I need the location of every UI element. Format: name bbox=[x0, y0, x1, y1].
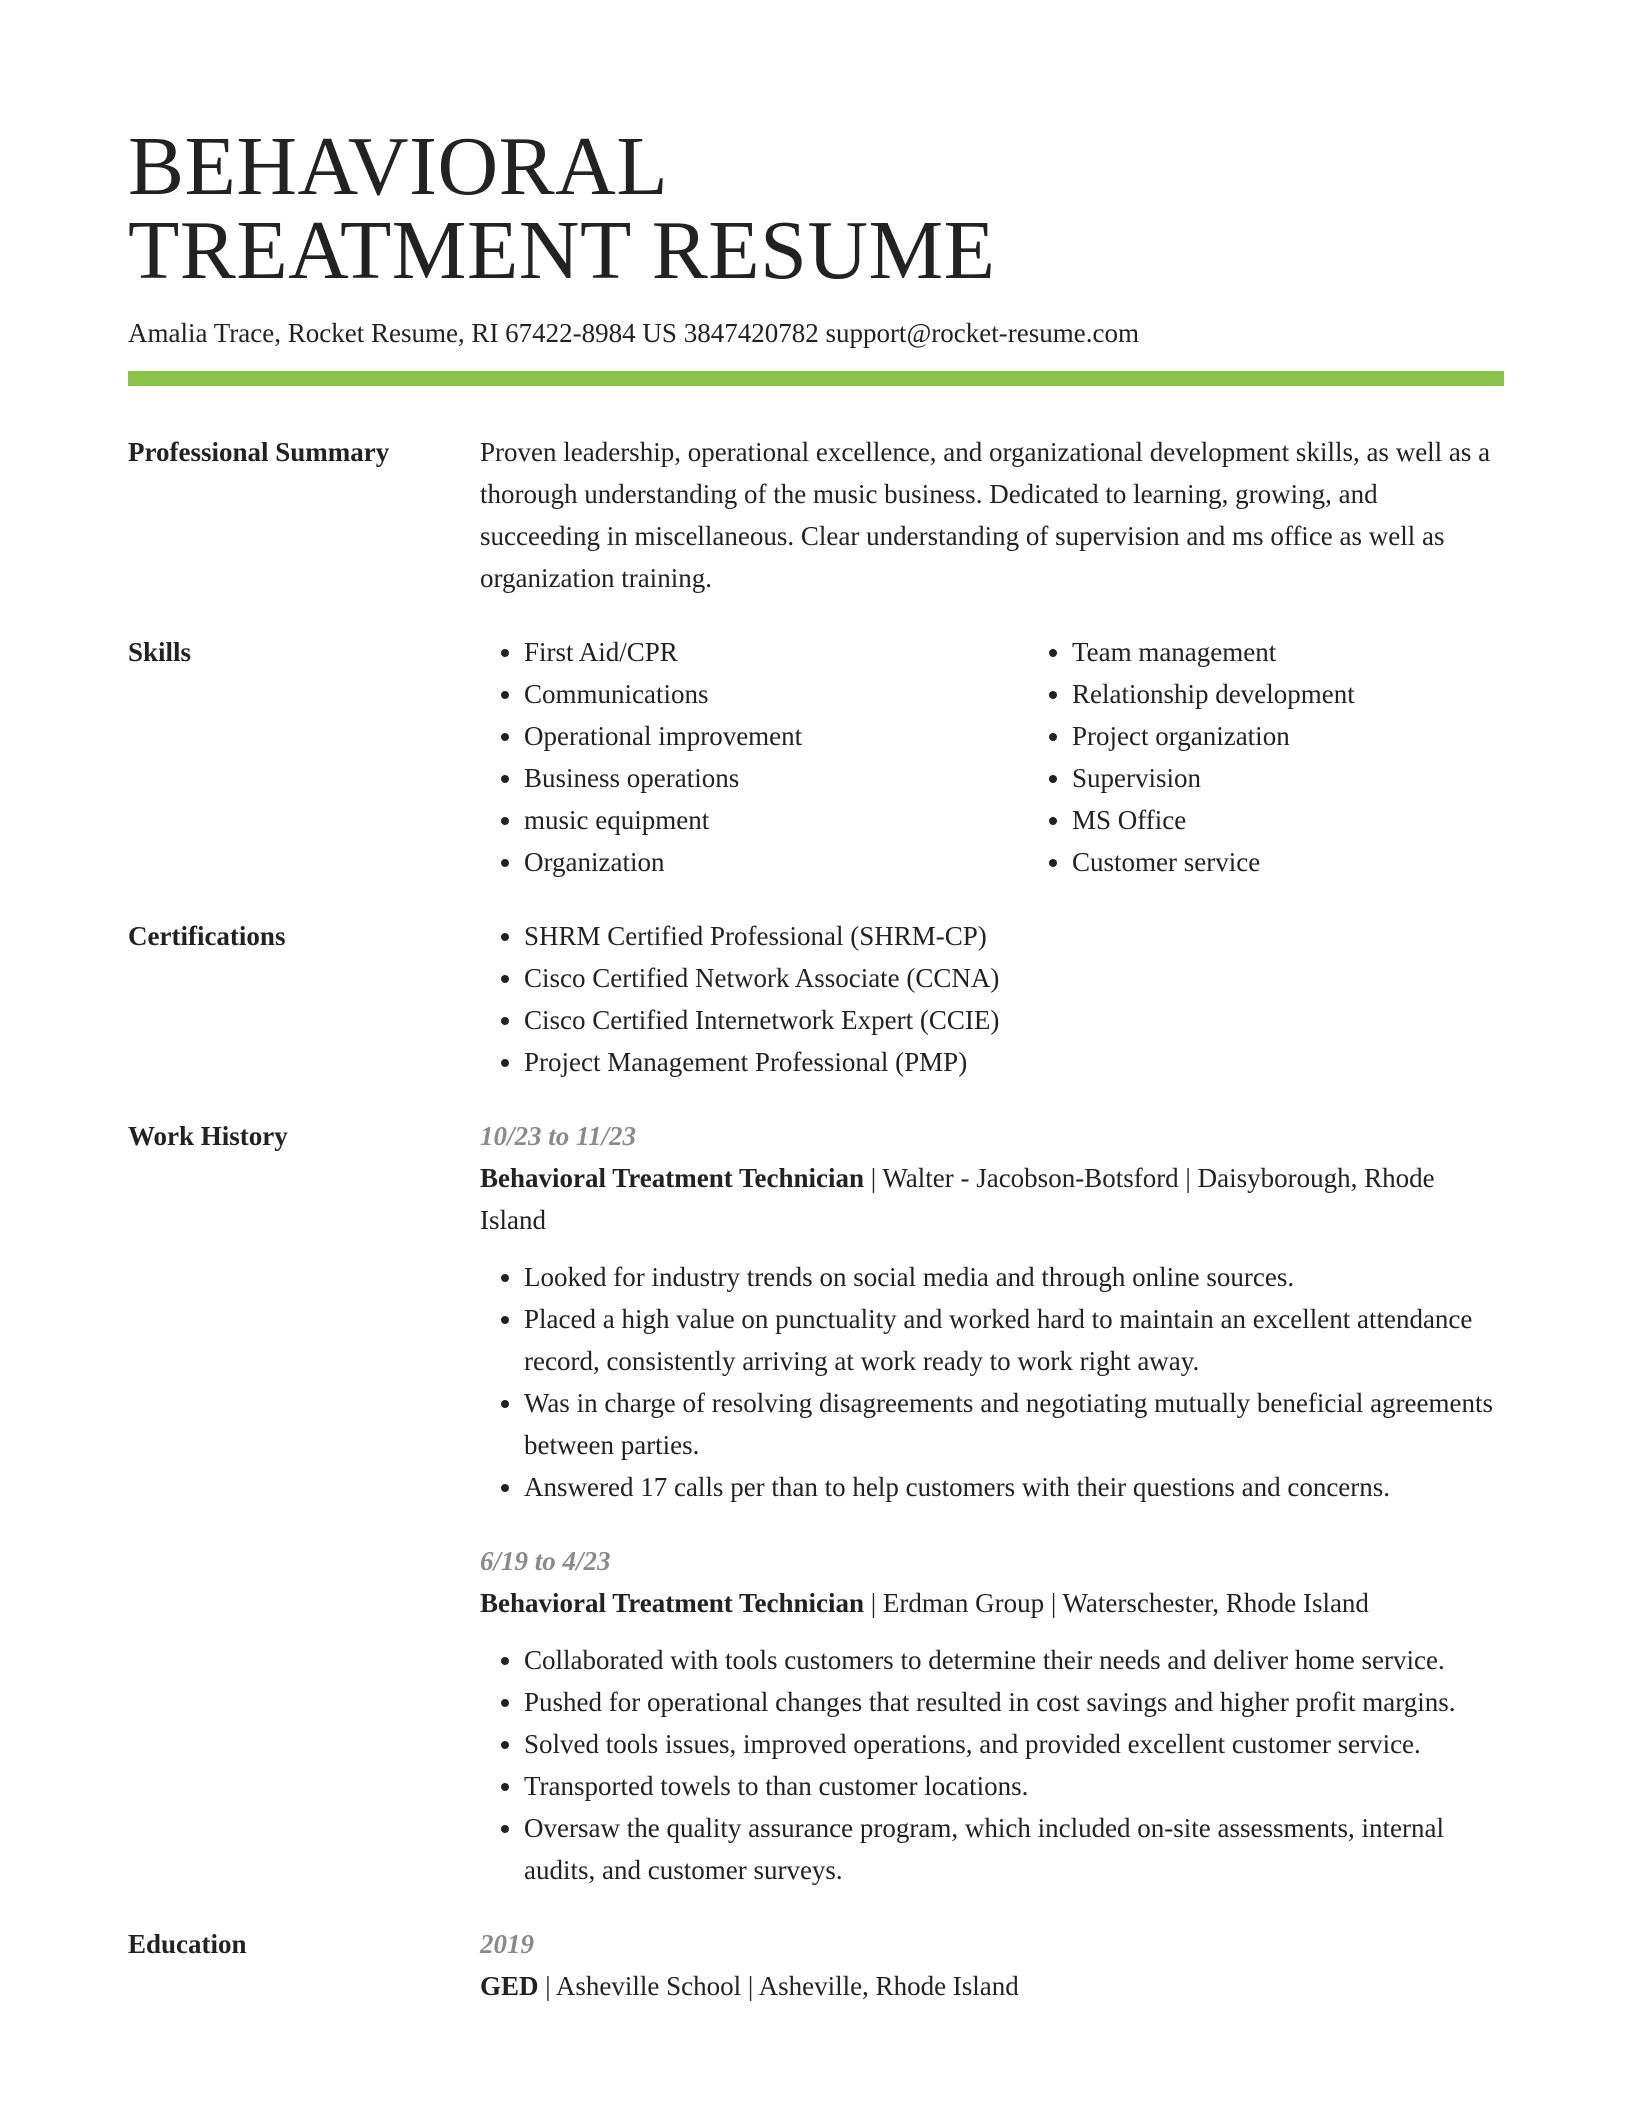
skill-item: • Relationship development bbox=[1072, 673, 1576, 715]
job-bullet: • Transported towels to than customer locations. bbox=[524, 1765, 1504, 1807]
education-heading bbox=[480, 1965, 1504, 2007]
skill-item: • Team management bbox=[1072, 631, 1576, 673]
skill-item: • Supervision bbox=[1072, 757, 1576, 799]
skill-item: • Organization bbox=[524, 841, 1028, 883]
job-details: | Erdman Group | Waterschester, Rhode Island bbox=[864, 1588, 1369, 1618]
contact-info: Amalia Trace, Rocket Resume, RI 67422-8984 US 3847420782 support@rocket-resume.com bbox=[128, 318, 1139, 348]
job-bullets bbox=[480, 1639, 1504, 1891]
resume-title bbox=[128, 0, 1504, 297]
skill-item: • Business operations bbox=[524, 757, 1028, 799]
skills-column-2 bbox=[1028, 631, 1576, 883]
education-label: Education bbox=[128, 1929, 247, 1959]
summary-section bbox=[128, 431, 1504, 599]
work-history-section bbox=[128, 1115, 1504, 1891]
skill-item: • music equipment bbox=[524, 799, 1028, 841]
summary-label: Professional Summary bbox=[128, 437, 390, 467]
job-bullet: • Solved tools issues, improved operations, and provided excellent customer service. bbox=[524, 1723, 1504, 1765]
education-details: | Asheville School | Asheville, Rhode Island bbox=[538, 1971, 1019, 2001]
skill-item: • MS Office bbox=[1072, 799, 1576, 841]
job-entry bbox=[480, 1540, 1504, 1891]
skills-section bbox=[128, 631, 1504, 883]
job-title: Behavioral Treatment Technician bbox=[480, 1163, 865, 1193]
job-bullet: • Placed a high value on punctuality and worked hard to maintain an excellent attendance record, consistently arriving at work ready to work right away. bbox=[524, 1298, 1504, 1382]
certification-item: • Cisco Certified Internetwork Expert (CCIE) bbox=[524, 999, 1504, 1041]
job-details: | Walter - Jacobson-Botsford | Daisyborough, Rhode Island bbox=[480, 1163, 1435, 1235]
job-bullet: • Collaborated with tools customers to determine their needs and deliver home service. bbox=[524, 1639, 1504, 1681]
certification-item: • SHRM Certified Professional (SHRM-CP) bbox=[524, 915, 1504, 957]
job-bullet: • Looked for industry trends on social media and through online sources. bbox=[524, 1256, 1504, 1298]
certification-item: • Project Management Professional (PMP) bbox=[524, 1041, 1504, 1083]
job-bullet: • Pushed for operational changes that resulted in cost savings and higher profit margins. bbox=[524, 1681, 1504, 1723]
accent-divider bbox=[128, 371, 1504, 386]
certifications-list bbox=[480, 915, 1504, 1083]
job-bullet: • Was in charge of resolving disagreements and negotiating mutually beneficial agreements between parties. bbox=[524, 1382, 1504, 1466]
job-heading bbox=[480, 1582, 1504, 1624]
skill-item: • First Aid/CPR bbox=[524, 631, 1028, 673]
title-line-1: BEHAVIORAL bbox=[128, 120, 669, 213]
job-bullet: • Oversaw the quality assurance program, which included on-site assessments, internal audits, and customer surveys. bbox=[524, 1807, 1504, 1891]
title-line-2: TREATMENT RESUME bbox=[128, 204, 996, 297]
skill-item: • Customer service bbox=[1072, 841, 1576, 883]
certifications-section bbox=[128, 915, 1504, 1083]
job-bullet: • Answered 17 calls per than to help customers with their questions and concerns. bbox=[524, 1466, 1504, 1508]
certification-item: • Cisco Certified Network Associate (CCNA) bbox=[524, 957, 1504, 999]
skills-label: Skills bbox=[128, 637, 192, 667]
education-degree: GED bbox=[480, 1971, 539, 2001]
certifications-label: Certifications bbox=[128, 921, 286, 951]
job-heading bbox=[480, 1157, 1504, 1241]
skill-item: • Project organization bbox=[1072, 715, 1576, 757]
summary-text: Proven leadership, operational excellence, and organizational development skills, as well as a thorough understanding of the music business. Dedicated to learning, growing, and succeeding in miscellaneous. Clear understanding of supervision and ms office as well as organization training. bbox=[480, 437, 1491, 593]
skill-item: • Communications bbox=[524, 673, 1028, 715]
resume-page bbox=[128, 0, 1504, 2007]
education-dates: 2019 bbox=[480, 1929, 534, 1959]
education-section bbox=[128, 1923, 1504, 2007]
job-dates: 10/23 to 11/23 bbox=[480, 1121, 637, 1151]
job-entry bbox=[480, 1115, 1504, 1508]
work-history-label: Work History bbox=[128, 1121, 288, 1151]
job-title: Behavioral Treatment Technician bbox=[480, 1588, 865, 1618]
skills-column-1 bbox=[480, 631, 1028, 883]
job-bullets bbox=[480, 1256, 1504, 1508]
job-dates: 6/19 to 4/23 bbox=[480, 1546, 611, 1576]
skill-item: • Operational improvement bbox=[524, 715, 1028, 757]
